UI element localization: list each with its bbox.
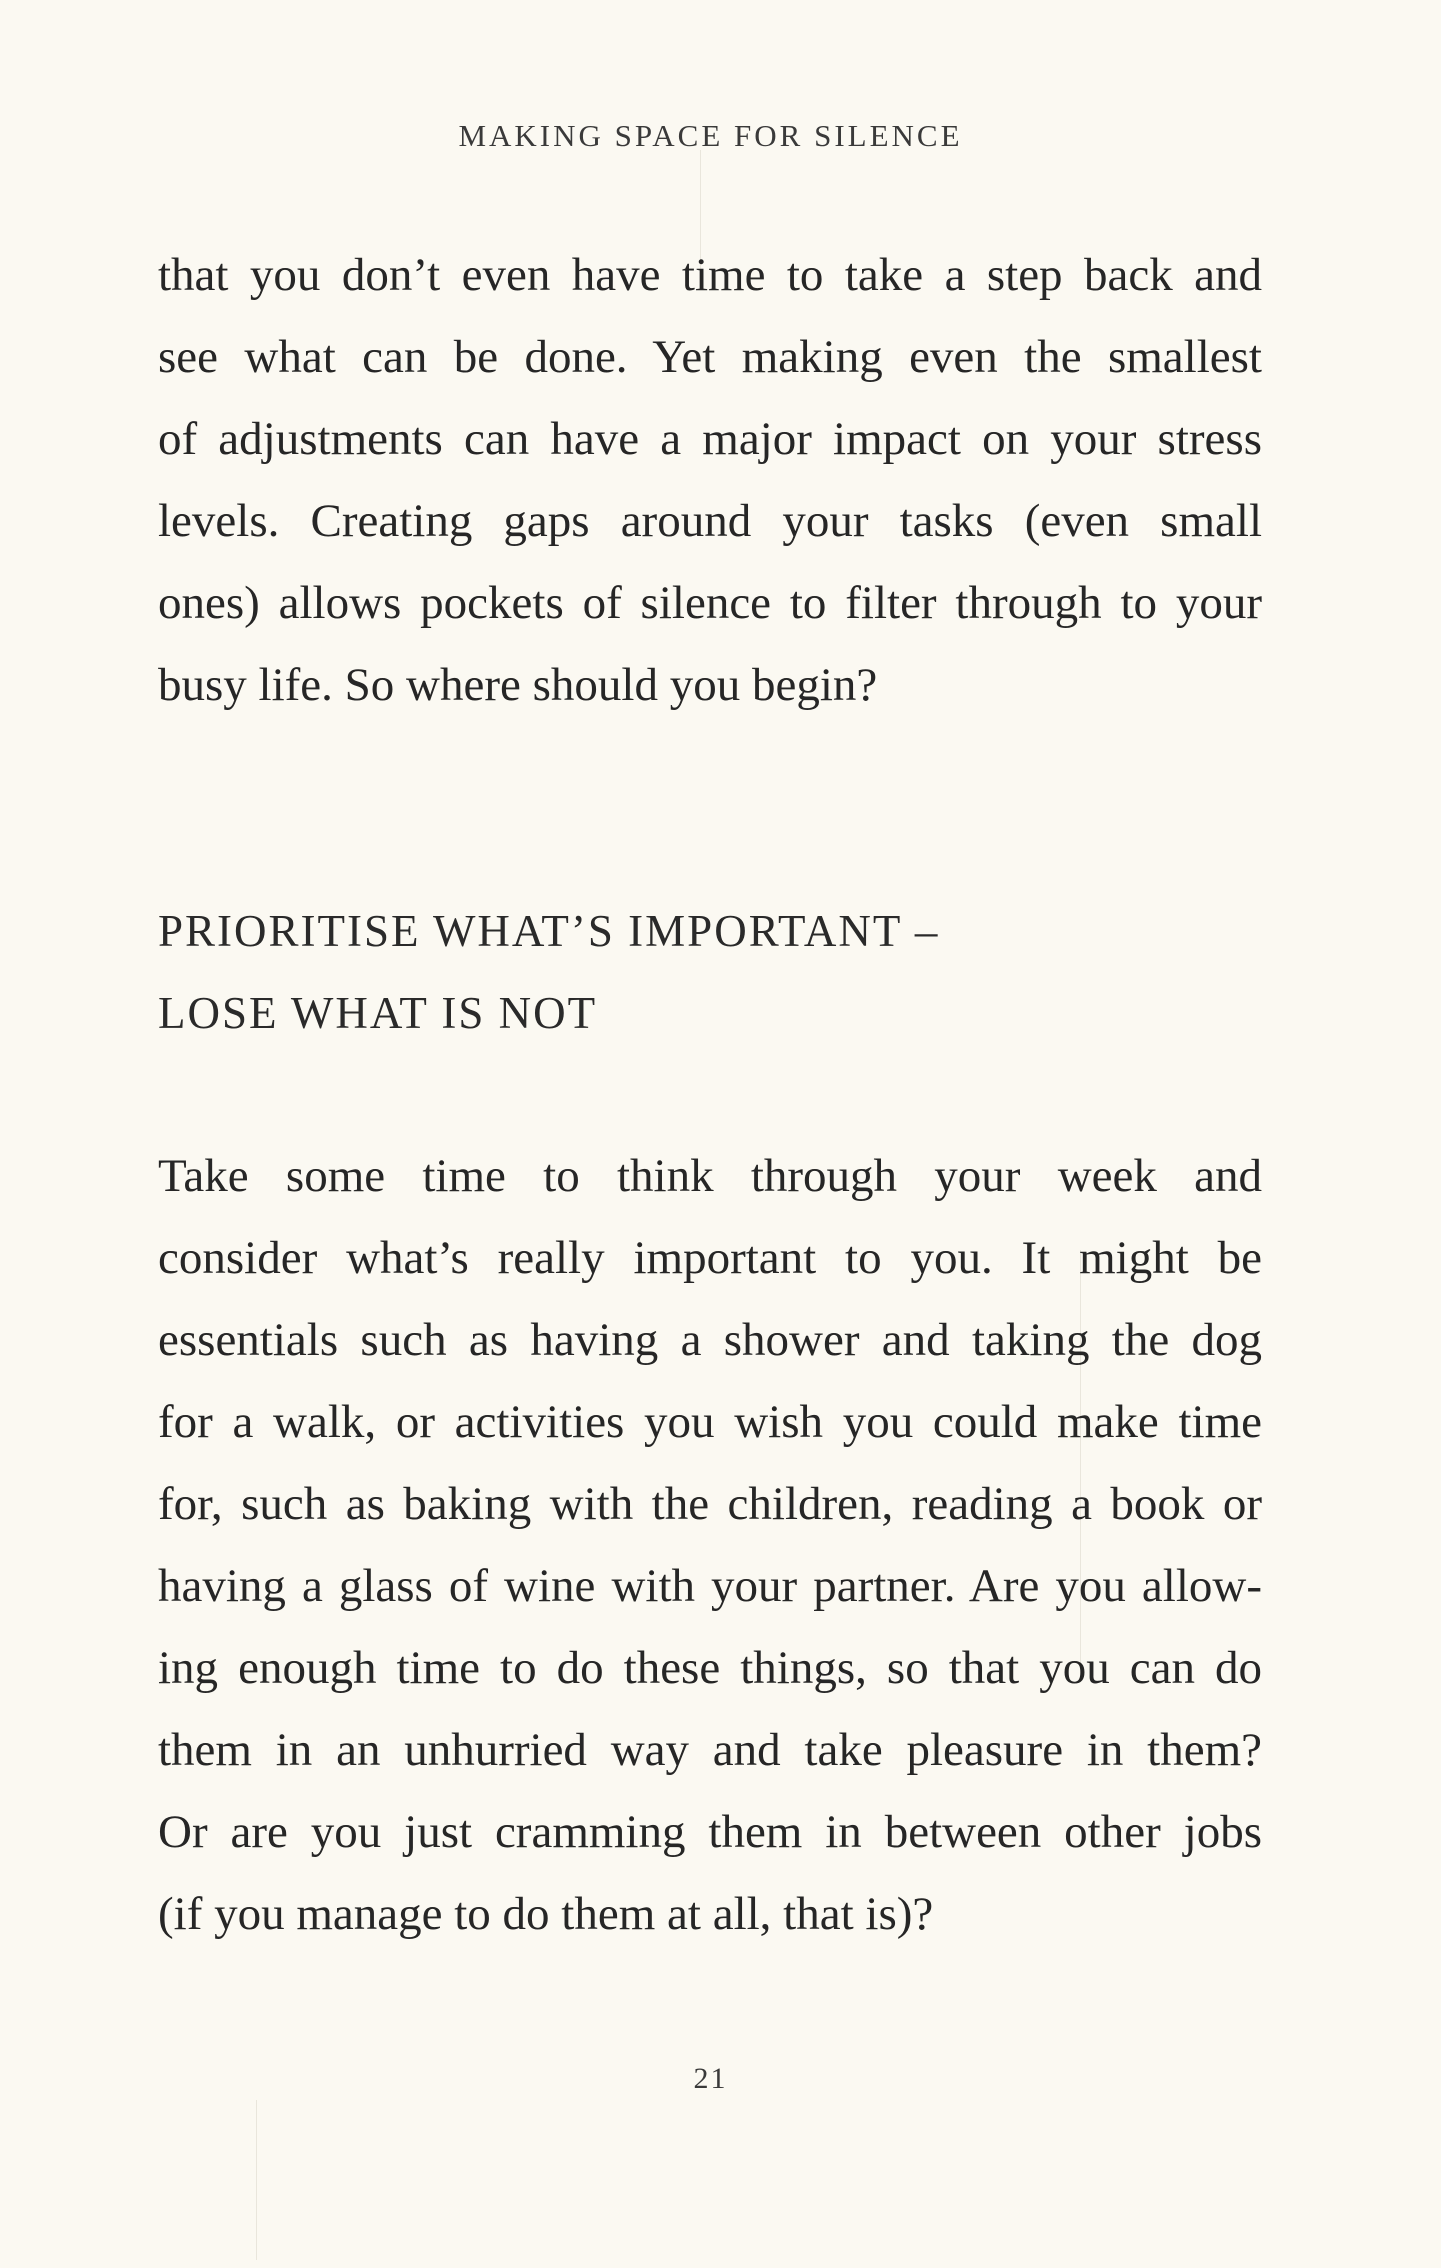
paragraph-line: consider what’s really important to you. It might be [158,1232,1262,1284]
running-head: MAKING SPACE FOR SILENCE [458,118,963,153]
heading-line: LOSE WHAT IS NOT [158,988,598,1038]
paragraph-line: levels. Creating gaps around your tasks (even small [158,495,1262,547]
scan-streak [256,2100,257,2260]
paragraph-line: having a glass of wine with your partner. Are you allow- [158,1560,1262,1612]
paragraph-line: them in an unhurried way and take pleasure in them? [158,1724,1262,1776]
section-heading [158,890,1262,1054]
paragraph-line: that you don’t even have time to take a step back and [158,249,1262,301]
paragraph-2 [158,1135,1262,1955]
paragraph-line: ones) allows pockets of silence to filter through to your [158,577,1262,629]
paragraph-line: Take some time to think through your week and [158,1150,1262,1202]
paragraph-line: ing enough time to do these things, so that you can do [158,1642,1262,1694]
paragraph-line: busy life. So where should you begin? [158,659,878,711]
heading-line: PRIORITISE WHAT’S IMPORTANT – [158,906,940,956]
paragraph-line: Or are you just cramming them in between other jobs [158,1806,1262,1858]
paragraph-1 [158,234,1262,726]
paragraph-line: for a walk, or activities you wish you could make time [158,1396,1262,1448]
paragraph-line: (if you manage to do them at all, that is)? [158,1888,934,1940]
paragraph-line: of adjustments can have a major impact on your stress [158,413,1262,465]
paragraph-line: see what can be done. Yet making even the smallest [158,331,1262,383]
paragraph-line: essentials such as having a shower and taking the dog [158,1314,1262,1366]
page-number: 21 [693,2062,728,2095]
paragraph-line: for, such as baking with the children, reading a book or [158,1478,1262,1530]
